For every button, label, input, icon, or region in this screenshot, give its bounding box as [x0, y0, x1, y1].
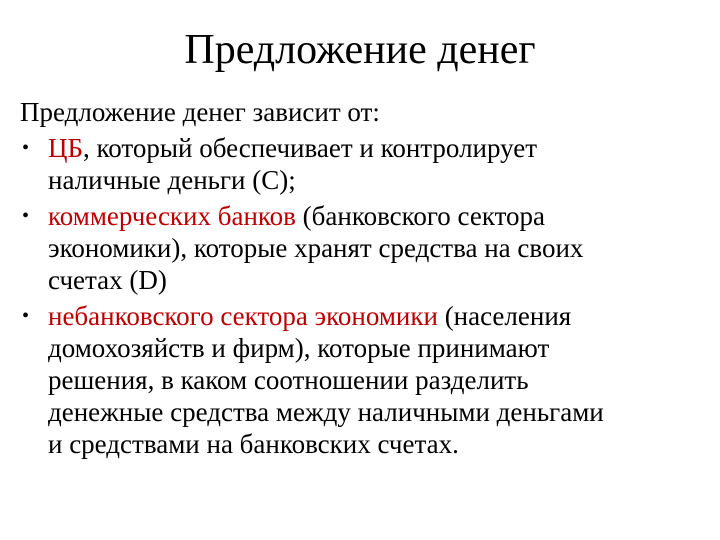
- slide-body: [20, 96, 720, 464]
- intro-text: Предложение денег зависит от:: [20, 97, 380, 127]
- bullet-line: денежные средства между наличными деньгами: [48, 397, 604, 427]
- bullet-line: решения, в каком соотношении разделить: [48, 365, 529, 395]
- slide-title: Предложение денег: [184, 27, 536, 73]
- highlight-term: небанковского сектора экономики: [48, 301, 438, 331]
- highlight-term: коммерческих банков: [48, 201, 296, 231]
- bullet-item-commercial-banks: [20, 200, 720, 296]
- bullet-line: и средствами на банковских счетах.: [48, 429, 459, 459]
- bullet-line: [48, 132, 720, 164]
- bullet-icon: •: [22, 137, 30, 159]
- bullet-text: (банковского сектора: [295, 201, 546, 231]
- bullet-line: наличные деньги (С);: [48, 165, 296, 195]
- bullet-line: [48, 300, 720, 332]
- bullet-icon: •: [22, 205, 30, 227]
- bullet-line: домохозяйств и фирм), которые принимают: [48, 333, 550, 363]
- bullet-text: (населения: [437, 301, 572, 331]
- bullet-list: [20, 132, 720, 460]
- bullet-icon: •: [22, 305, 30, 327]
- bullet-item-nonbank-sector: [20, 300, 720, 460]
- bullet-text: , который обеспечивает и контролирует: [83, 133, 538, 163]
- bullet-line: экономики), которые хранят средства на своих: [48, 233, 584, 263]
- bullet-item-cb: [20, 132, 720, 196]
- bullet-line: счетах (D): [48, 265, 167, 295]
- highlight-term: ЦБ: [48, 133, 84, 163]
- bullet-line: [48, 200, 720, 232]
